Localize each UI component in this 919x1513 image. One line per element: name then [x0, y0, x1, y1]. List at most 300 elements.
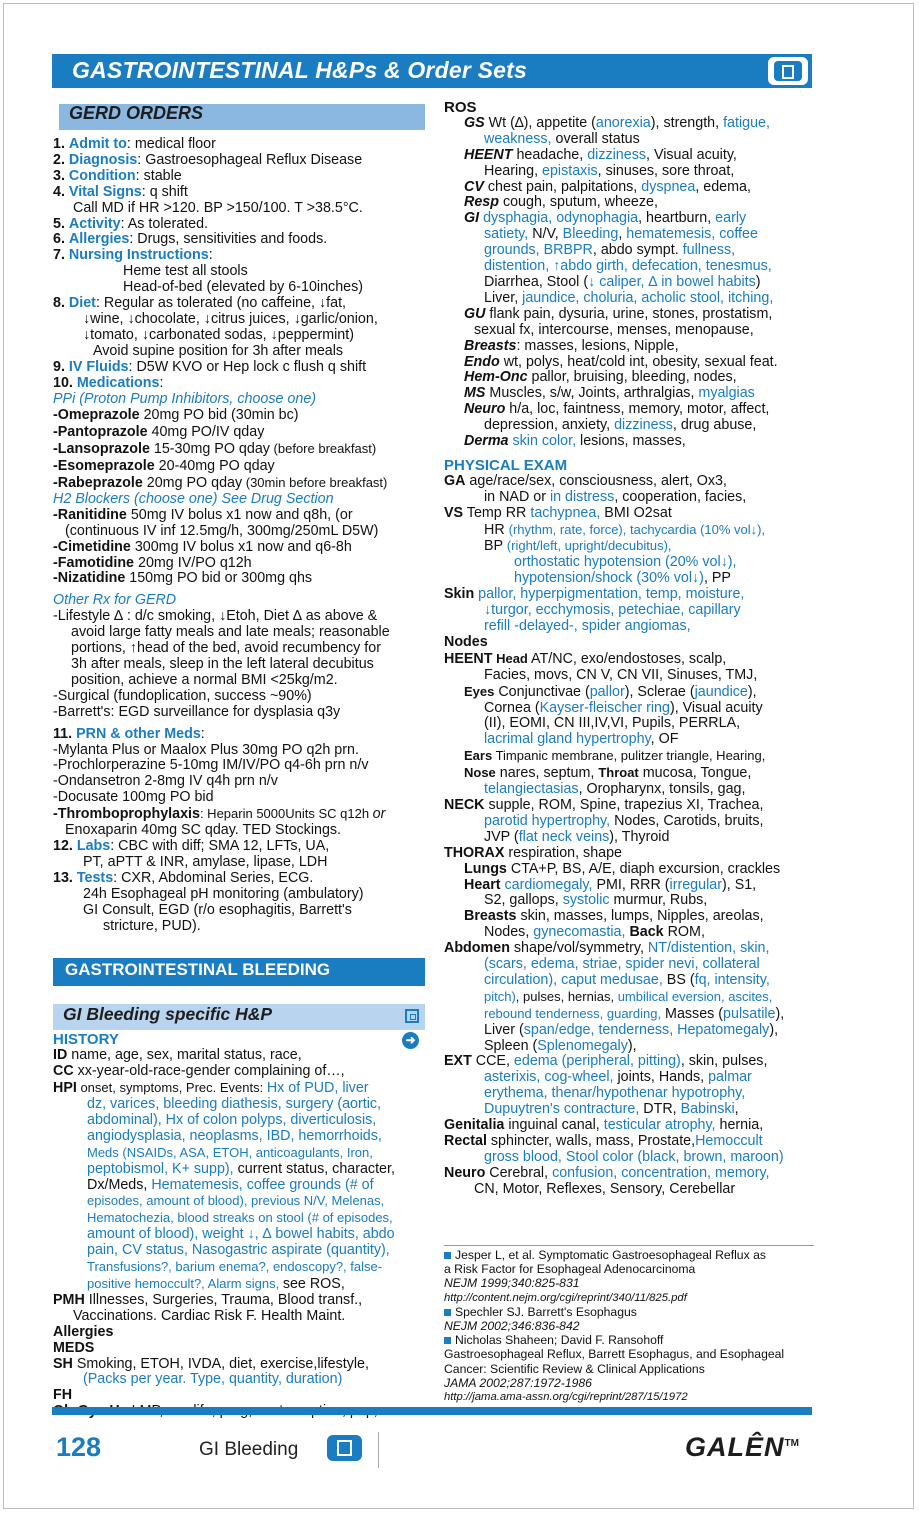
- ros-line-segment: headache,: [512, 146, 588, 163]
- brand-logo: GALÊN™: [685, 1432, 799, 1462]
- hpi-line-segment: see ROS,: [282, 1276, 345, 1292]
- exam-line-segment: , cooperation, facies,: [614, 488, 747, 505]
- exam-line-segment: asterixis, cog-wheel,: [484, 1069, 614, 1086]
- hpi-line-segment: episodes, amount of blood), previous N/V, Melenas,: [87, 1193, 385, 1209]
- ros-line-segment: : masses, lesions, Nipple,: [516, 337, 679, 354]
- prn-line: -Prochlorperazine 5-10mg IM/IV/PO q4-6h prn n/v: [53, 757, 369, 774]
- bullet-icon: [444, 1252, 451, 1259]
- exam-line-segment: pitch): [484, 988, 516, 1004]
- ros-line-segment: Resp: [464, 194, 499, 211]
- hpi-line-segment: Hematochezia, blood streaks on stool (# of episodes,: [87, 1210, 393, 1226]
- order-label: Condition: [68, 167, 136, 184]
- prn-line: -Mylanta Plus or Maalox Plus 30mg PO q2h prn.: [53, 741, 359, 758]
- exam-line-segment: Liver (: [484, 1021, 524, 1038]
- ros-line: [444, 370, 814, 386]
- hpi-line-segment: Transfusions?, barium enema?, endoscopy?, false-: [87, 1259, 383, 1275]
- exam-line: [444, 1039, 814, 1055]
- exam-line: [444, 684, 814, 701]
- ros-line-segment: , drug abuse,: [672, 417, 757, 434]
- exam-line: [444, 798, 814, 814]
- ros-line-segment: dysphagia, odynophagia: [479, 210, 639, 227]
- exam-line-segment: Nodes, Carotids, bruits,: [610, 812, 764, 829]
- exam-line-segment: Hemoccult: [695, 1133, 763, 1149]
- drug-row: [53, 475, 425, 492]
- ros-line-segment: , sinuses, sore throat,: [597, 162, 735, 179]
- ros-line: [444, 148, 814, 164]
- ros-line-segment: HEENT: [464, 146, 513, 163]
- order-text: : q shift: [141, 183, 188, 200]
- exam-line: [444, 941, 814, 957]
- drug-dose: 20-40mg PO qday: [154, 458, 275, 475]
- labs-order: 12. Labs: CBC with diff; SMA 12, LFTs, UA,: [53, 837, 330, 854]
- exam-line: [444, 1102, 814, 1118]
- exam-line-segment: , Oropharynx, tonsils, gag,: [578, 781, 746, 798]
- other-rx-list: [53, 609, 425, 720]
- hpi-line: [53, 1178, 425, 1194]
- history-allergies: Allergies: [53, 1323, 114, 1340]
- nursing-line: Head-of-bed (elevated by 6-10inches): [123, 279, 364, 296]
- h2-header: H2 Blockers (choose one) See Drug Section: [53, 490, 334, 507]
- exam-line-segment: ),: [627, 1037, 637, 1054]
- ros-line-segment: Derma: [464, 433, 509, 450]
- ros-line-segment: CV: [464, 178, 484, 195]
- order-item: [53, 137, 425, 153]
- orders-list-2: [53, 217, 425, 265]
- hpi-line-segment: abdominal), Hx of colon polyps, diverticulosis,: [87, 1111, 377, 1128]
- history-id: ID name, age, sex, marital status, race,: [53, 1047, 302, 1064]
- ros-line-segment: ), strength,: [650, 114, 724, 131]
- reference-line: [444, 1347, 814, 1361]
- exam-line-segment: sphincter, walls, mass, Prostate,: [486, 1133, 696, 1149]
- exam-line-segment: , pulses, hernias,: [515, 988, 618, 1004]
- exam-line-segment: Splenomegaly: [537, 1037, 628, 1054]
- exam-line-segment: refill -delayed-, spider angiomas,: [484, 618, 691, 634]
- exam-line: [444, 538, 814, 555]
- drug-dose: 20mg IV/PO q12h: [134, 554, 252, 571]
- prn-order: 11. PRN & other Meds:: [53, 725, 205, 742]
- exam-line-segment: gynecomastia,: [533, 924, 626, 941]
- exam-line-segment: Eyes: [464, 683, 495, 699]
- ros-line: [444, 418, 814, 434]
- exam-line-segment: CCE,: [471, 1053, 514, 1070]
- drug-name: -Ranitidine: [53, 506, 127, 523]
- ros-line: [444, 164, 814, 180]
- exam-line-segment: ), Thyroid: [609, 828, 670, 845]
- exam-line-segment: erythema, thenar/hypothenar hypotrophy,: [484, 1085, 746, 1102]
- labs-line: PT, aPTT & INR, amylase, lipase, LDH: [83, 853, 328, 870]
- hpi-line: [53, 1210, 425, 1227]
- exam-line-segment: circulation), caput medusae,: [484, 971, 663, 988]
- exam-line-segment: , OF: [650, 731, 679, 748]
- exam-line-segment: (right/left, upright/decubitus),: [506, 538, 672, 554]
- reference-text: NEJM 2002;346:836-842: [444, 1319, 580, 1334]
- exam-line-segment: joints, Hands,: [613, 1069, 709, 1086]
- ros-line-segment: , Visual acuity,: [646, 146, 737, 163]
- other-rx-line: avoid large fatty meals and late meals; reasonable: [71, 624, 390, 641]
- drug-note: (30min before breakfast): [242, 475, 388, 491]
- ros-line-segment: depression, anxiety,: [484, 417, 615, 434]
- exam-line: [444, 1070, 814, 1086]
- ros-line-segment: Breasts: [464, 337, 517, 354]
- exam-line-segment: Skin: [444, 586, 475, 603]
- exam-line-segment: shape/vol/symmetry,: [509, 940, 648, 957]
- ros-line-segment: Endo: [464, 353, 500, 370]
- hpi-line-segment: peptobismol, K+ supp),: [87, 1160, 234, 1177]
- exam-line-segment: Kayser-fleischer ring: [539, 699, 670, 716]
- exam-line-segment: irregular: [669, 876, 722, 893]
- exam-line-segment: Nodes: [444, 633, 488, 650]
- ros-line-segment: ↓ caliper, ∆ in bowel habits: [588, 273, 756, 290]
- exam-line: [444, 651, 814, 668]
- exam-line-segment: ), S1,: [721, 876, 757, 893]
- exam-line-segment: age/race/sex, consciousness, alert, Ox3,: [465, 472, 727, 489]
- gi-bleeding-section-bar: GASTROINTESTINAL BLEEDING: [53, 958, 425, 986]
- exam-line: [444, 635, 814, 651]
- ros-line-segment: , heartburn,: [638, 210, 716, 227]
- exam-line-segment: pallor, hyperpigmentation, temp, moisture,: [474, 586, 745, 603]
- left-column: [53, 100, 425, 1420]
- drug-name: -Pantoprazole: [53, 424, 148, 441]
- ros-line-segment: anorexia: [595, 114, 651, 131]
- ros-line-segment: Hearing,: [484, 162, 543, 179]
- reference-line: [444, 1276, 814, 1290]
- ros-line-segment: myalgias: [698, 385, 755, 402]
- exam-line-segment: EXT: [444, 1053, 472, 1070]
- exam-line-segment: S2, gallops,: [484, 892, 563, 909]
- ros-line-segment: early: [715, 210, 747, 227]
- exam-line-segment: Facies, movs, CN V, CN VII, Sinuses, TMJ,: [484, 666, 758, 683]
- hpi-line-segment: Meds (NSAIDs, ASA, ETOH, anticoagulants, Iron,: [87, 1144, 373, 1160]
- ros-line-segment: dizziness: [587, 146, 647, 163]
- exam-line: [444, 925, 814, 941]
- drug-row: [53, 424, 425, 441]
- exam-line-segment: ),: [775, 1005, 785, 1022]
- thromboprophylaxis-line: Enoxaparin 40mg SC qday. TED Stockings.: [65, 822, 342, 839]
- reference-text: Nicholas Shaheen; David F. Ransohoff: [455, 1333, 664, 1348]
- exam-line-segment: Spleen (: [484, 1037, 538, 1054]
- ros-line-segment: distention, ↑abdo girth, defecation, tenesmus,: [484, 258, 772, 275]
- exam-line-segment: edema (peripheral, pitting): [513, 1053, 681, 1070]
- ros-line-segment: dyspnea: [641, 178, 696, 195]
- tests-line: stricture, PUD).: [103, 917, 201, 934]
- history-meds: MEDS: [53, 1339, 95, 1356]
- drug-dose: 15-30mg PO qday: [149, 441, 270, 458]
- bullet-icon: [444, 1337, 451, 1344]
- order-label: Allergies: [68, 231, 130, 248]
- ros-line: [444, 355, 814, 371]
- drug-name: -Omeprazole: [53, 407, 140, 424]
- h2-list: [53, 508, 425, 588]
- ros-line-segment: fullness,: [682, 242, 736, 259]
- ros-line-segment: , abdo sympt.: [592, 242, 683, 259]
- drug-name: -Cimetidine: [53, 538, 131, 555]
- exam-line: [444, 1006, 814, 1023]
- drug-dose: 150mg PO bid or 300mg qhs: [125, 570, 313, 587]
- exam-line-segment: BMI O2sat: [600, 504, 672, 521]
- ros-line-segment: ,: [618, 226, 627, 243]
- order-text: : Drugs, sensitivities and foods.: [129, 231, 328, 248]
- document-icon[interactable]: [405, 1009, 419, 1023]
- diet-line: ↓wine, ↓chocolate, ↓citrus juices, ↓garlic/onion,: [83, 310, 378, 327]
- history-hpi: HPI onset, symptoms, Prec. Events: Hx of PUD, liver: [53, 1080, 369, 1097]
- exam-line-segment: pallor: [589, 683, 625, 700]
- exam-line-segment: palmar: [708, 1069, 752, 1086]
- exam-line: [444, 668, 814, 684]
- exam-line: [444, 555, 814, 571]
- exam-line-segment: nares, septum,: [495, 765, 599, 782]
- order-number: 1.: [53, 136, 65, 152]
- reference-text: http://jama.ama-assn.org/cgi/reprint/287/15/1972: [444, 1391, 688, 1404]
- reference-text: JAMA 2002;287:1972-1986: [444, 1375, 592, 1390]
- ros-line-segment: h/a, loc, faintness, memory, motor, affect,: [505, 401, 770, 418]
- ros-line: [444, 291, 814, 307]
- exam-line-segment: NT/distention, skin,: [647, 940, 770, 957]
- exam-line-segment: Dupuytren's contracture,: [484, 1101, 640, 1118]
- reference-line: [444, 1362, 814, 1376]
- order-item: [53, 153, 425, 169]
- ros-line-segment: pallor, bruising, bleeding, nodes,: [527, 369, 737, 386]
- footer-bar: [52, 1407, 812, 1415]
- exam-line-segment: respiration, shape: [504, 844, 622, 861]
- ros-line: [444, 211, 814, 227]
- order-item: [53, 248, 425, 264]
- drug-dose: 20mg PO bid (30min bc): [139, 407, 299, 424]
- exam-line: [444, 1054, 814, 1070]
- exam-line-segment: ), Sclerae (: [624, 683, 695, 700]
- drug-dose: (continuous IV inf 12.5mg/h, 300mg/250mL D5W): [65, 522, 379, 539]
- exam-line-segment: Head: [492, 650, 528, 666]
- exam-line-segment: telangiectasias: [484, 781, 579, 798]
- hpi-line-segment: amount of blood), weight ↓, ∆ bowel habits, abdo: [87, 1226, 395, 1243]
- hpi-line-segment: angiodysplasia, neoplasms, IBD, hemorrhoids,: [87, 1127, 382, 1144]
- exam-line-segment: rebound tenderness, guarding,: [484, 1005, 662, 1021]
- reference-line: [444, 1305, 814, 1319]
- ros-line-segment: overall status: [551, 130, 640, 147]
- exam-line-segment: , PP: [703, 570, 731, 587]
- nursing-line: Heme test all stools: [123, 263, 248, 280]
- ros-line-segment: Bleeding: [562, 226, 619, 243]
- exam-line: [444, 748, 814, 765]
- exam-line-segment: span/edge, tenderness, Hepatomegaly: [523, 1021, 770, 1038]
- exam-line-segment: Nodes,: [484, 924, 534, 941]
- exam-line-segment: , skin, pulses,: [680, 1053, 768, 1070]
- ros-line-segment: epistaxis: [542, 162, 598, 179]
- ros-list: [444, 116, 814, 450]
- exam-line-segment: (scars, edema, striae, spider nevi, collateral: [484, 956, 760, 973]
- hpi-line-segment: Hematemesis, coffee grounds (# of: [151, 1176, 374, 1193]
- exam-line-segment: tachypnea,: [530, 504, 601, 521]
- hpi-line: [53, 1243, 425, 1259]
- section-tab-icon-footer[interactable]: [327, 1435, 362, 1461]
- footer-section-name: GI Bleeding: [199, 1439, 299, 1460]
- drug-row: [53, 508, 425, 524]
- order-label: Admit to: [68, 136, 127, 152]
- exam-line: [444, 1023, 814, 1039]
- iv-fluids-order: 9. IV Fluids: D5W KVO or Hep lock c flush q shift: [53, 358, 367, 375]
- page-title: GASTROINTESTINAL H&Ps & Order Sets: [72, 57, 527, 83]
- exam-line-segment: CTA+P, BS, A/E, diaph excursion, crackles: [506, 860, 781, 877]
- reference-text: Jesper L, et al. Symptomatic Gastroesophageal Reflux as: [455, 1248, 766, 1262]
- exam-line: [444, 587, 814, 603]
- arrow-right-icon[interactable]: ➜: [402, 1032, 419, 1049]
- hpi-line-segment: dz, varices, bleeding diathesis, surgery (aortic,: [87, 1096, 382, 1113]
- exam-line-segment: Conjunctivae (: [494, 683, 590, 700]
- exam-line: [444, 909, 814, 925]
- ros-line-segment: GU: [464, 305, 486, 322]
- ros-line-segment: Muscles, s/w, Joints, arthralgias,: [485, 385, 699, 402]
- section-tab-icon[interactable]: [768, 57, 808, 85]
- ros-line-segment: jaundice, choluria, acholic stool, itching,: [522, 289, 774, 306]
- ros-line-segment: sexual fx, intercourse, menses, menopause,: [474, 321, 754, 338]
- exam-line: [444, 522, 814, 539]
- reference-text: http://content.nejm.org/cgi/reprint/340/11/825.pdf: [444, 1291, 687, 1304]
- exam-line-segment: ↓turgor, ecchymosis, petechiae, capillary: [484, 602, 741, 619]
- ros-line-segment: grounds, BRBPR: [484, 242, 593, 259]
- exam-line: [444, 490, 814, 506]
- other-rx-line: -Surgical (fundoplication, success ~90%): [53, 687, 312, 704]
- ppi-header: PPi (Proton Pump Inhibitors, choose one): [53, 390, 317, 407]
- ros-line: [444, 434, 814, 450]
- drug-row: [53, 524, 425, 540]
- right-column: [444, 100, 814, 1198]
- physical-exam-header: PHYSICAL EXAM: [444, 456, 568, 474]
- exam-line-segment: (II), EOMI, CN III,IV,VI, Pupils, PERRLA,: [484, 715, 741, 732]
- exam-line-segment: Lungs: [464, 860, 507, 877]
- order-item: [53, 217, 425, 233]
- ros-line-segment: N/V,: [532, 226, 563, 243]
- gi-bleeding-hp-header: GI Bleeding specific H&P: [53, 1004, 425, 1030]
- hpi-line: [53, 1097, 425, 1113]
- drug-row: [53, 540, 425, 556]
- ros-line-segment: Hem-Onc: [464, 369, 528, 386]
- ros-line-segment: dizziness: [614, 417, 673, 434]
- order-item: [53, 185, 425, 201]
- reference-line: [444, 1291, 814, 1305]
- order-text: : Gastroesophageal Reflux Disease: [137, 151, 363, 168]
- exam-line-segment: BS (: [662, 971, 695, 988]
- history-pmh: PMH Illnesses, Surgeries, Trauma, Blood transf.,: [53, 1291, 363, 1308]
- ros-line-segment: fatigue,: [723, 114, 770, 131]
- order-number: 7.: [53, 247, 65, 264]
- exam-line-segment: NECK: [444, 796, 485, 813]
- order-label: Activity: [68, 215, 121, 232]
- exam-line-segment: Babinski: [680, 1101, 735, 1118]
- hpi-lines: [53, 1097, 425, 1293]
- exam-line-segment: pulsatile: [723, 1005, 776, 1022]
- drug-dose: 40mg PO/IV qday: [147, 424, 265, 441]
- ros-line: [444, 195, 814, 211]
- other-rx-line: portions, ↑head of the bed, avoid recumbency for: [71, 640, 381, 657]
- ros-line: [444, 402, 814, 418]
- exam-line-segment: PMI, RRR (: [592, 876, 670, 893]
- reference-line: [444, 1319, 814, 1333]
- order-item: [53, 232, 425, 248]
- reference-line: [444, 1333, 814, 1347]
- exam-line: [444, 862, 814, 878]
- hpi-line-segment: pain, CV status, Nasogastric aspirate (quantity),: [87, 1242, 390, 1259]
- thromboprophylaxis: -Thromboprophylaxis: Heparin 5000Units SC q12h or: [53, 806, 386, 823]
- ros-line-segment: GI: [464, 210, 480, 227]
- ros-line-segment: ): [755, 273, 761, 290]
- exam-line-segment: Abdomen: [444, 940, 510, 957]
- exam-line: [444, 1134, 814, 1150]
- ros-line-segment: wt, polys, heat/cold int, obesity, sexual feat.: [499, 353, 778, 370]
- ros-line-segment: Liver,: [484, 289, 523, 306]
- exam-line-segment: confusion, concentration, memory,: [552, 1164, 770, 1181]
- exam-line: [444, 893, 814, 909]
- exam-line-segment: CN, Motor, Reflexes, Sensory, Cerebellar: [474, 1180, 736, 1197]
- hpi-line: [53, 1113, 425, 1129]
- exam-line: [444, 1118, 814, 1134]
- vitals-line: Call MD if HR >120. BP >150/100. T >38.5°C.: [73, 199, 363, 216]
- hpi-line: [53, 1227, 425, 1243]
- exam-line: [444, 973, 814, 989]
- drug-name: -Famotidine: [53, 554, 135, 571]
- diet-line: Avoid supine position for 3h after meals: [93, 342, 344, 359]
- prn-line: -Ondansetron 2-8mg IV q4h prn n/v: [53, 773, 278, 790]
- exam-line: [444, 1086, 814, 1102]
- order-number: 6.: [53, 231, 65, 248]
- order-text: :: [208, 247, 213, 264]
- exam-line: [444, 1150, 814, 1166]
- exam-line: [444, 846, 814, 862]
- exam-line-segment: ROM,: [663, 924, 705, 941]
- exam-line-segment: ), Visual acuity: [669, 699, 763, 716]
- exam-line-segment: lacrimal gland hypertrophy: [484, 731, 651, 748]
- exam-line-segment: supple, ROM, Spine, trapezius XI, Trachea,: [484, 796, 764, 813]
- exam-line: [444, 506, 814, 522]
- exam-line-segment: gross blood, Stool color (black, brown, maroon): [484, 1148, 784, 1165]
- exam-line-segment: Genitalia: [444, 1117, 505, 1134]
- exam-line: [444, 782, 814, 798]
- ros-line: [444, 243, 814, 259]
- reference-text: Spechler SJ. Barrett's Esophagus: [455, 1304, 637, 1319]
- exam-line-segment: Nose: [464, 765, 496, 781]
- exam-line-segment: AT/NC, exo/endostoses, scalp,: [527, 650, 727, 667]
- prn-line: -Docusate 100mg PO bid: [53, 789, 214, 806]
- hpi-line: [53, 1145, 425, 1162]
- order-label: Diagnosis: [68, 151, 138, 168]
- exam-line: [444, 814, 814, 830]
- footer-divider: [378, 1432, 379, 1468]
- ros-line: [444, 275, 814, 291]
- order-number: 2.: [53, 151, 65, 168]
- drug-row: [53, 441, 425, 458]
- order-number: 4.: [53, 183, 65, 200]
- ros-line: [444, 307, 814, 323]
- drug-dose: 300mg IV bolus x1 now and q6-8h: [130, 538, 352, 555]
- other-rx-line: -Barrett's: EGD surveillance for dysplasia q3y: [53, 703, 341, 720]
- exam-line-segment: in NAD or: [484, 488, 550, 505]
- ros-line-segment: chest pain, palpitations,: [483, 178, 642, 195]
- hpi-line: [53, 1276, 425, 1293]
- exam-line: [444, 701, 814, 717]
- exam-line: [444, 474, 814, 490]
- exam-line: [444, 878, 814, 894]
- exam-line-segment: Breasts: [464, 908, 517, 925]
- exam-line-segment: DTR,: [639, 1101, 681, 1118]
- exam-line: [444, 1182, 814, 1198]
- ros-line: [444, 323, 814, 339]
- exam-line: [444, 571, 814, 587]
- order-number: 3.: [53, 167, 65, 184]
- exam-line-segment: mucosa, Tongue,: [638, 765, 752, 782]
- exam-line-segment: ),: [747, 683, 757, 700]
- ros-line: [444, 259, 814, 275]
- ros-line-segment: , edema,: [695, 178, 751, 195]
- hpi-line-segment: current status, character,: [233, 1160, 395, 1177]
- exam-line-segment: umbilical eversion, ascites,: [617, 988, 773, 1004]
